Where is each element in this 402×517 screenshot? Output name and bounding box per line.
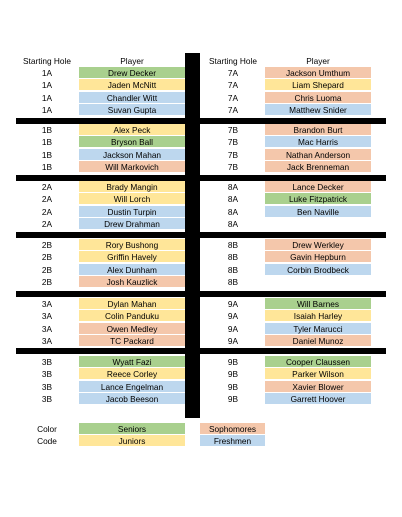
player-cell: Parker Wilson [265,368,371,380]
starting-hole-cell: 1B [41,137,53,148]
player-cell: Will Markovich [79,161,185,173]
starting-hole-cell: 8A [227,206,239,217]
player-cell: Luke Fitzpatrick [265,193,371,205]
player-cell: Lance Engelman [79,381,185,393]
starting-hole-cell: 8B [227,252,239,263]
header-player: Player [120,56,144,66]
group-separator [16,348,386,354]
player-cell: TC Packard [79,335,185,347]
starting-hole-cell: 2B [41,276,53,287]
player-cell: Dustin Turpin [79,206,185,218]
player-cell: Xavier Blower [265,381,371,393]
starting-hole-cell: 2A [41,194,53,205]
player-cell: Rory Bushong [79,239,185,251]
starting-hole-cell: 7B [227,149,239,160]
legend-sophomores: Sophomores [200,423,265,435]
starting-hole-cell: 9A [227,299,239,309]
starting-hole-cell: 1B [41,125,53,135]
player-cell: Garrett Hoover [265,393,371,405]
starting-hole-cell: 7A [227,92,239,103]
starting-hole-cell: 2A [41,218,53,229]
player-cell: Drew Decker [79,67,185,79]
player-cell: Dylan Mahan [79,298,185,310]
player-cell: Will Barnes [265,298,371,310]
starting-hole-cell: 3B [41,393,53,404]
player-cell: Owen Medley [79,323,185,335]
starting-hole-cell: 1A [41,92,53,103]
player-cell: Matthew Snider [265,104,371,116]
starting-hole-cell: 2B [41,264,53,275]
player-cell: Chris Luoma [265,92,371,104]
player-cell: Jaden McNitt [79,79,185,91]
player-cell: Brandon Burt [265,124,371,136]
starting-hole-cell: 9B [227,393,239,404]
starting-hole-cell: 9A [227,323,239,334]
player-cell: Mac Harris [265,136,371,148]
starting-hole-cell: 3A [41,335,53,346]
legend-label-code: Code [37,436,57,446]
starting-hole-cell: 1A [41,68,53,78]
player-cell: Nathan Anderson [265,149,371,161]
starting-hole-cell: 8B [227,264,239,275]
legend-label-color: Color [37,424,57,434]
starting-hole-cell: 7A [227,68,239,78]
starting-hole-cell: 7A [227,80,239,91]
player-cell: Corbin Brodbeck [265,264,371,276]
player-cell: Josh Kauzlick [79,276,185,288]
starting-hole-cell: 2A [41,206,53,217]
player-cell: Jack Brenneman [265,161,371,173]
starting-hole-cell: 3B [41,381,53,392]
group-separator [16,118,386,124]
starting-hole-cell: 9B [227,369,239,380]
player-cell: Alex Dunham [79,264,185,276]
player-cell: Suvan Gupta [79,104,185,116]
player-cell: Cooper Claussen [265,356,371,368]
group-separator [16,291,386,297]
header-starting-hole: Starting Hole [209,56,257,66]
player-cell [265,276,371,288]
header-player: Player [306,56,330,66]
starting-hole-cell: 8A [227,194,239,205]
starting-hole-cell: 2B [41,240,53,250]
player-cell: Tyler Marucci [265,323,371,335]
header-starting-hole: Starting Hole [23,56,71,66]
starting-hole-cell: 7B [227,161,239,172]
starting-hole-cell: 2B [41,252,53,263]
starting-hole-cell: 9B [227,381,239,392]
player-cell: Chandler Witt [79,92,185,104]
starting-hole-cell: 7B [227,137,239,148]
legend-seniors: Seniors [79,423,185,435]
starting-hole-cell: 8A [227,182,239,192]
player-cell: Isaiah Harley [265,310,371,322]
player-cell: Drew Werkley [265,239,371,251]
starting-hole-cell: 8B [227,276,239,287]
player-cell: Bryson Ball [79,136,185,148]
player-cell: Griffin Havely [79,251,185,263]
group-separator [16,232,386,238]
group-separator [16,175,386,181]
player-cell: Gavin Hepburn [265,251,371,263]
player-cell: Colin Panduku [79,310,185,322]
starting-hole-cell: 3A [41,299,53,309]
starting-hole-cell: 8A [227,218,239,229]
player-cell: Ben Naville [265,206,371,218]
player-cell: Drew Drahman [79,218,185,230]
player-cell: Brady Mangin [79,181,185,193]
player-cell: Jackson Umthum [265,67,371,79]
starting-hole-cell: 9A [227,311,239,322]
starting-hole-cell: 3B [41,357,53,367]
player-cell: Will Lorch [79,193,185,205]
starting-hole-cell: 1B [41,161,53,172]
starting-hole-cell: 9B [227,357,239,367]
starting-hole-cell: 9A [227,335,239,346]
starting-hole-cell: 3B [41,369,53,380]
player-cell: Wyatt Fazi [79,356,185,368]
player-cell: Alex Peck [79,124,185,136]
player-cell: Jacob Beeson [79,393,185,405]
player-cell: Lance Decker [265,181,371,193]
starting-hole-cell: 8B [227,240,239,250]
starting-hole-cell: 1B [41,149,53,160]
player-cell: Reece Corley [79,368,185,380]
player-cell: Jackson Mahan [79,149,185,161]
player-cell [265,218,371,230]
starting-hole-cell: 1A [41,104,53,115]
starting-hole-cell: 3A [41,323,53,334]
starting-hole-cell: 1A [41,80,53,91]
starting-hole-cell: 3A [41,311,53,322]
starting-hole-cell: 7B [227,125,239,135]
player-cell: Daniel Munoz [265,335,371,347]
legend-freshmen: Freshmen [200,435,265,447]
legend-juniors: Juniors [79,435,185,447]
starting-hole-cell: 7A [227,104,239,115]
player-cell: Liam Shepard [265,79,371,91]
starting-hole-cell: 2A [41,182,53,192]
